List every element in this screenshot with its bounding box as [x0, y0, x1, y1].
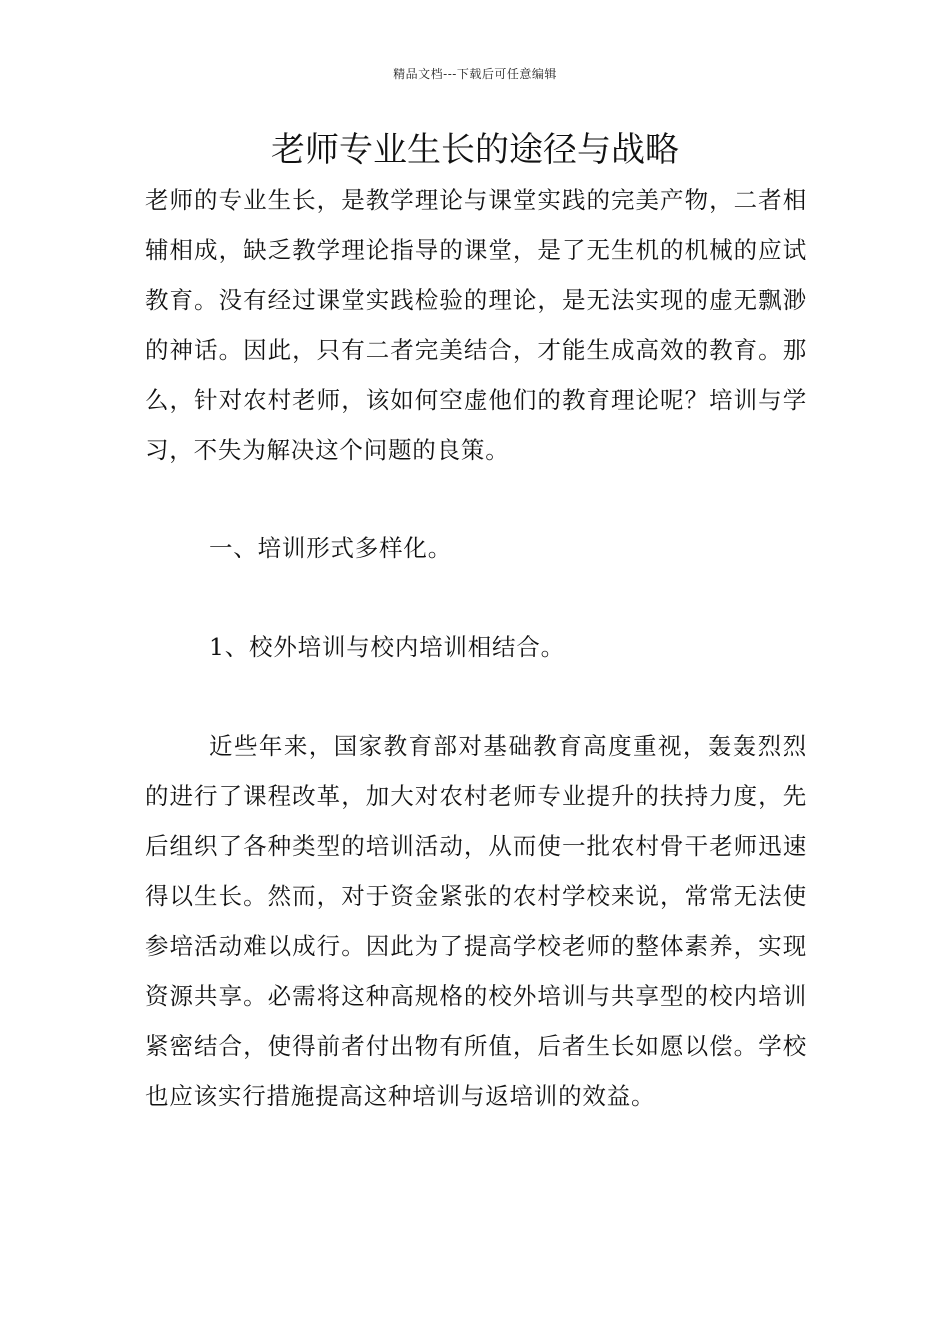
subsection-paragraph: 近些年来，国家教育部对基础教育高度重视，轰轰烈烈的进行了课程改革，加大对农村老师专业提升的扶持力度，先后组织了各种类型的培训活动，从而使一批农村骨干老师迅速得以生长。然而，对于资金紧张的农村学校来说，常常无法使参培活动难以成行。因此为了提高学校老师的整体素养，实现资源共享。必需将这种高规格的校外培训与共享型的校内培训紧密结合，使得前者付出物有所值，后者生长如愿以偿。学校也应该实行措施提高这种培训与返培训的效益。	[145, 732, 807, 1110]
intro-paragraph: 老师的专业生长，是教学理论与课堂实践的完美产物，二者相辅相成，缺乏教学理论指导的课堂，是了无生机的机械的应试教育。没有经过课堂实践检验的理论，是无法实现的虚无飘渺的神话。因此，只有二者完美结合，才能生成高效的教育。那么，针对农村老师，该如何空虚他们的教育理论呢？培训与学习，不失为解决这个问题的良策。	[145, 186, 807, 464]
subsection-heading: 1、校外培训与校内培训相结合。	[209, 633, 565, 661]
header-note: 精品文档---下载后可任意编辑	[393, 67, 557, 81]
section-heading: 一、培训形式多样化。	[209, 534, 452, 562]
document-title: 老师专业生长的途径与战略	[271, 130, 679, 170]
